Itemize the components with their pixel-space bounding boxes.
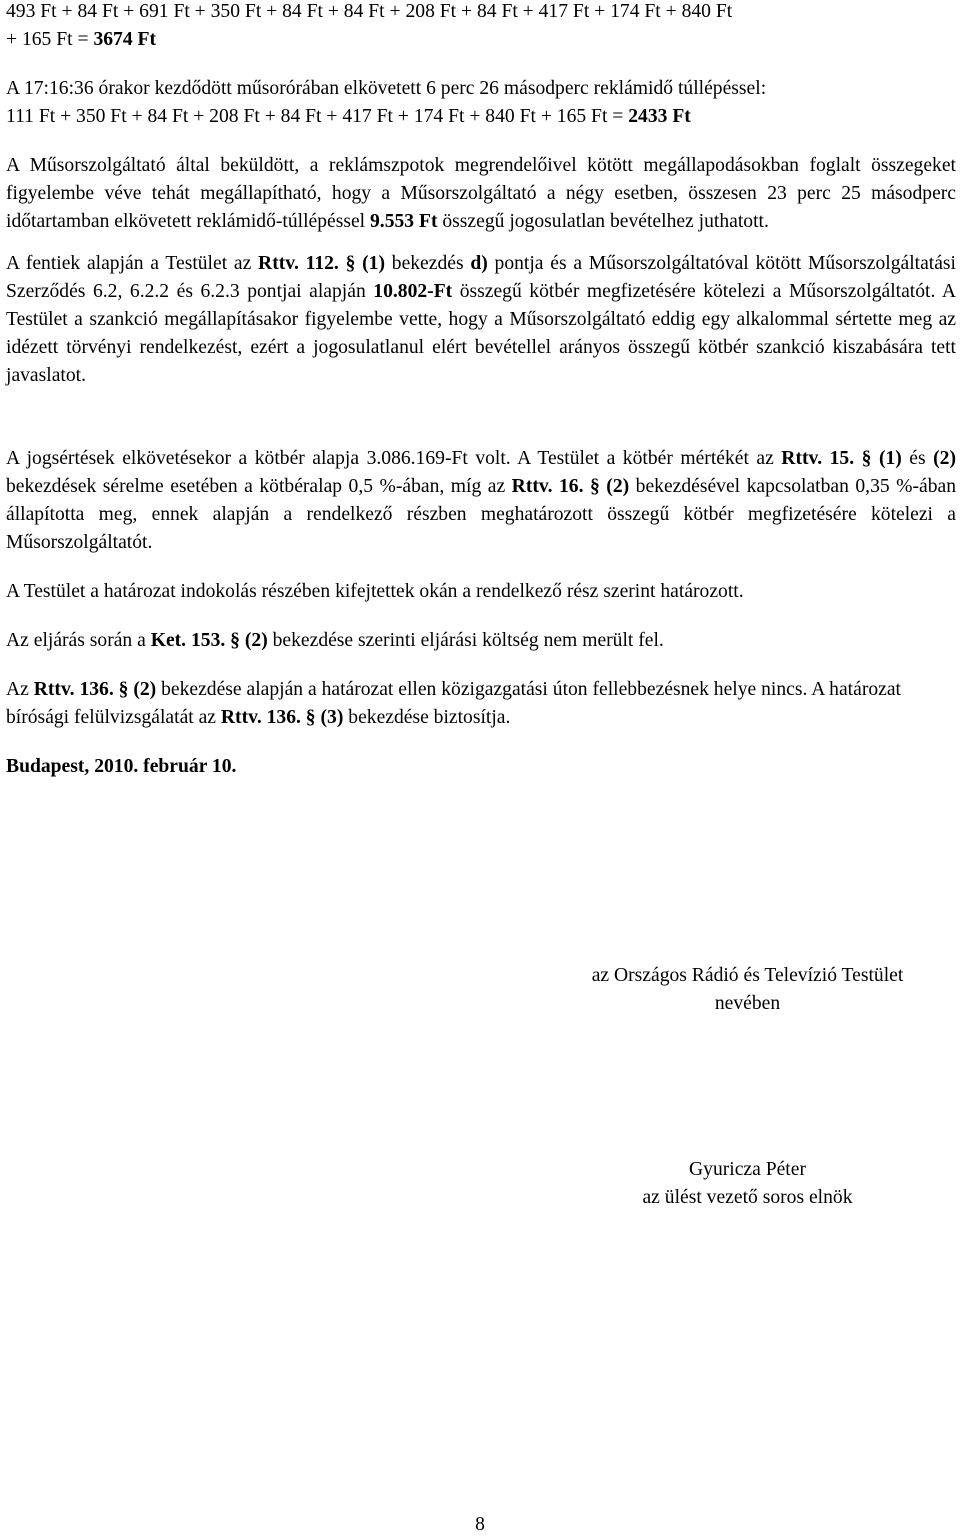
p5-s2: [854, 448, 862, 469]
page-number: 8: [475, 1514, 485, 1535]
place-date-text: Budapest, 2010. február 10.: [6, 756, 237, 777]
block2-sum: [6, 103, 956, 131]
signature-body-line1: az Országos Rádió és Televízió Testület: [591, 965, 904, 986]
p4-b1: Rttv. 112.: [258, 253, 339, 274]
top-sum: [6, 0, 956, 54]
p7-s1: Az eljárás során a: [6, 630, 151, 651]
p8-s5: bekezdése biztosítja.: [343, 707, 511, 728]
p3-amount: 9.553 Ft: [370, 211, 438, 232]
p3-tail: összegű jogosulatlan bevételhez juthatott.: [437, 211, 769, 232]
signature-block-body: [520, 962, 960, 1018]
paragraph-penalty-decision: [6, 250, 956, 390]
p5-b4: (2): [933, 448, 956, 469]
p5-b6: (2): [606, 476, 630, 497]
p7-s3: bekezdése szerinti eljárási költség nem merült fel.: [267, 630, 664, 651]
paragraph-penalty-base: [6, 445, 956, 557]
signature-block-signer: [520, 1156, 960, 1212]
p8-b1: Rttv. 136. §: [33, 679, 129, 700]
block2-sum-terms: 111 Ft + 350 Ft + 84 Ft + 208 Ft + 84 Ft + 417 Ft + 174 Ft + 840 Ft + 165 Ft =: [6, 106, 629, 127]
p4-s5: pontja és a Műsorszolgáltatóval kötött Műsorszolgáltatási Szerződés 6.2, 6.2.2 és 6.2.3 pontjai alapján: [6, 253, 956, 302]
p8-s3: bekezdése alapján a határozat ellen közigazgatási úton fellebbezésnek helye nincs. A határozat bírósági felülvizsgálatát az: [6, 679, 901, 728]
p7-b1: Ket. 153. §: [150, 630, 240, 651]
p5-b3: (1): [878, 448, 902, 469]
p4-b3: (1): [362, 253, 386, 274]
place-date: [6, 753, 956, 781]
p8-s1: Az: [6, 679, 34, 700]
p5-s1: A jogsértések elkövetésekor a kötbér alapja 3.086.169-Ft volt. A Testület a kötbér mértékét az: [6, 448, 782, 469]
p3-text: A Műsorszolgáltató által beküldött, a reklámszpotok megrendelőivel kötött megállapodásokban foglalt összegeket figyelembe véve tehát megállapítható, hogy a Műsorszolgáltató a négy esetben, összesen 23 perc 25 másodperc időtartamban elkövetett reklámidő-túllépéssel: [6, 155, 956, 232]
block2-total: 2433 Ft: [628, 106, 691, 127]
p4-s4: bekezdés: [385, 253, 471, 274]
p5-s4: és: [901, 448, 934, 469]
signer-name: Gyuricza Péter: [689, 1159, 806, 1180]
p5-b1: Rttv. 15.: [781, 448, 855, 469]
p5-s7: bekezdésével kapcsolatban 0,35 %-ában állapította meg, ennek alapján a rendelkező részben meghatározott összegű kötbér megfizetésére kötelezi a Műsorszolgáltatót.: [6, 476, 957, 553]
p5-b5: Rttv. 16. §: [511, 476, 600, 497]
signer-title: az ülést vezető soros elnök: [642, 1187, 853, 1208]
paragraph-procedure-cost: [6, 627, 956, 655]
paragraph-decision-basis: A Testület a határozat indokolás részében kifejtettek okán a rendelkező rész szerint határozott.: [6, 581, 744, 602]
p4-b5: 10.802-Ft: [373, 281, 453, 302]
paragraph-appeal: [6, 676, 956, 732]
p4-s6: összegű kötbér megfizetésére kötelezi a Műsorszolgáltatót. A Testület a szankció megállapításakor figyelembe vette, hogy a Műsorszolgáltató eddig egy alkalommal sértette meg az idézett törvényi rendelkezést, ezért a jogosulatlanul elért bevétellel arányos összegű kötbér szankció kiszabására tett javaslatot.: [6, 281, 956, 386]
p4-b2: §: [345, 253, 356, 274]
p8-b2: (2): [133, 679, 157, 700]
p5-b2: §: [861, 448, 872, 469]
document-page: [6, 0, 956, 781]
top-sum-total: 3674 Ft: [93, 29, 157, 50]
top-sum-line1: 493 Ft + 84 Ft + 691 Ft + 350 Ft + 84 Ft + 84 Ft + 208 Ft + 84 Ft + 417 Ft + 174 Ft + 840 Ft: [6, 1, 733, 22]
p8-b4: (3): [320, 707, 344, 728]
block2-intro: A 17:16:36 órakor kezdődött műsorórában elkövetett 6 perc 26 másodperc reklámidő túllépéssel:: [6, 78, 767, 99]
p8-b3: Rttv. 136. §: [220, 707, 316, 728]
p4-s1: A fentiek alapján a Testület az: [6, 253, 259, 274]
p7-b2: (2): [244, 630, 268, 651]
p5-s5: bekezdések sérelme esetében a kötbéralap 0,5 %-ában, míg az: [6, 476, 512, 497]
top-sum-line2: + 165 Ft =: [6, 29, 94, 50]
p4-b4: d): [470, 253, 488, 274]
signature-body-line2: nevében: [714, 993, 781, 1014]
p5-s3: [871, 448, 879, 469]
paragraph-unlawful-revenue: [6, 152, 956, 236]
p4-s2: [339, 253, 346, 274]
